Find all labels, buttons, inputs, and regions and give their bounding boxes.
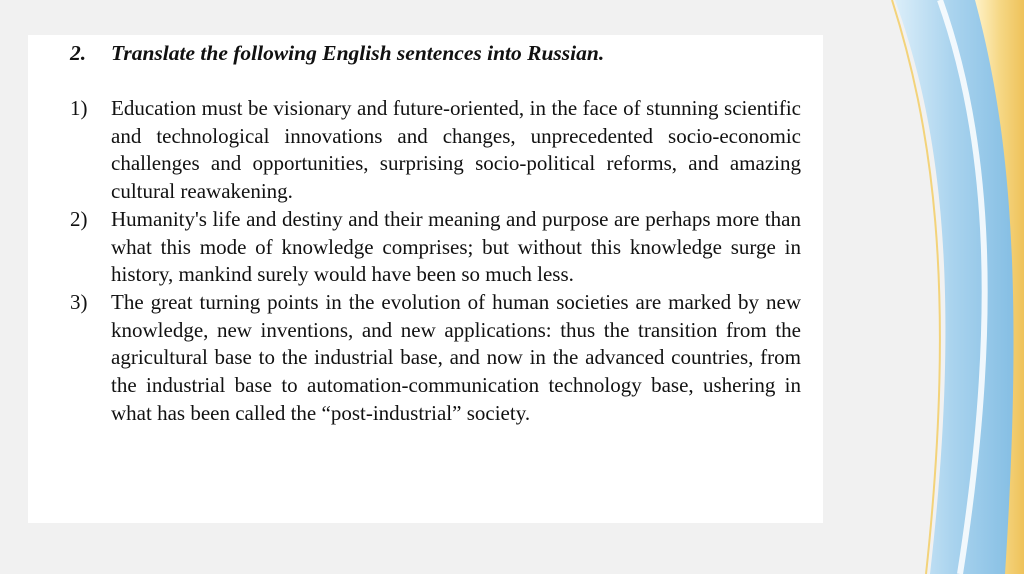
sentence-item [70,95,801,206]
sentence-marker: 1) [70,96,88,120]
sentence-marker: 3) [70,289,88,314]
text-panel [28,35,823,523]
exercise-heading [70,41,604,66]
exercise-instruction: Translate the following English sentences into Russian. [111,41,605,65]
sentence-item [70,289,801,428]
sentence-item [70,206,801,289]
sentence-marker: 2) [70,206,88,231]
sentence-text: The great turning points in the evolution of human societies are marked by new knowledge, new inventions, and new applications: thus the transition from the agricultural base to the industrial base, and now in the advanced countries, from the industrial base to automation-communication technology base, ushering in what has been called the “post-industrial” society. [111,289,801,425]
exercise-number: 2. [70,41,87,65]
sentence-list [70,95,801,427]
sentence-text: Education must be visionary and future-oriented, in the face of stunning scientific and technological innovations and changes, unprecedented socio-economic challenges and opportunities, surprising socio-political reforms, and amazing cultural reawakening. [111,96,801,204]
sentence-text: Humanity's life and destiny and their meaning and purpose are perhaps more than what this mode of knowledge comprises; but without this knowledge surge in history, mankind surely would have been so much less. [111,206,801,287]
